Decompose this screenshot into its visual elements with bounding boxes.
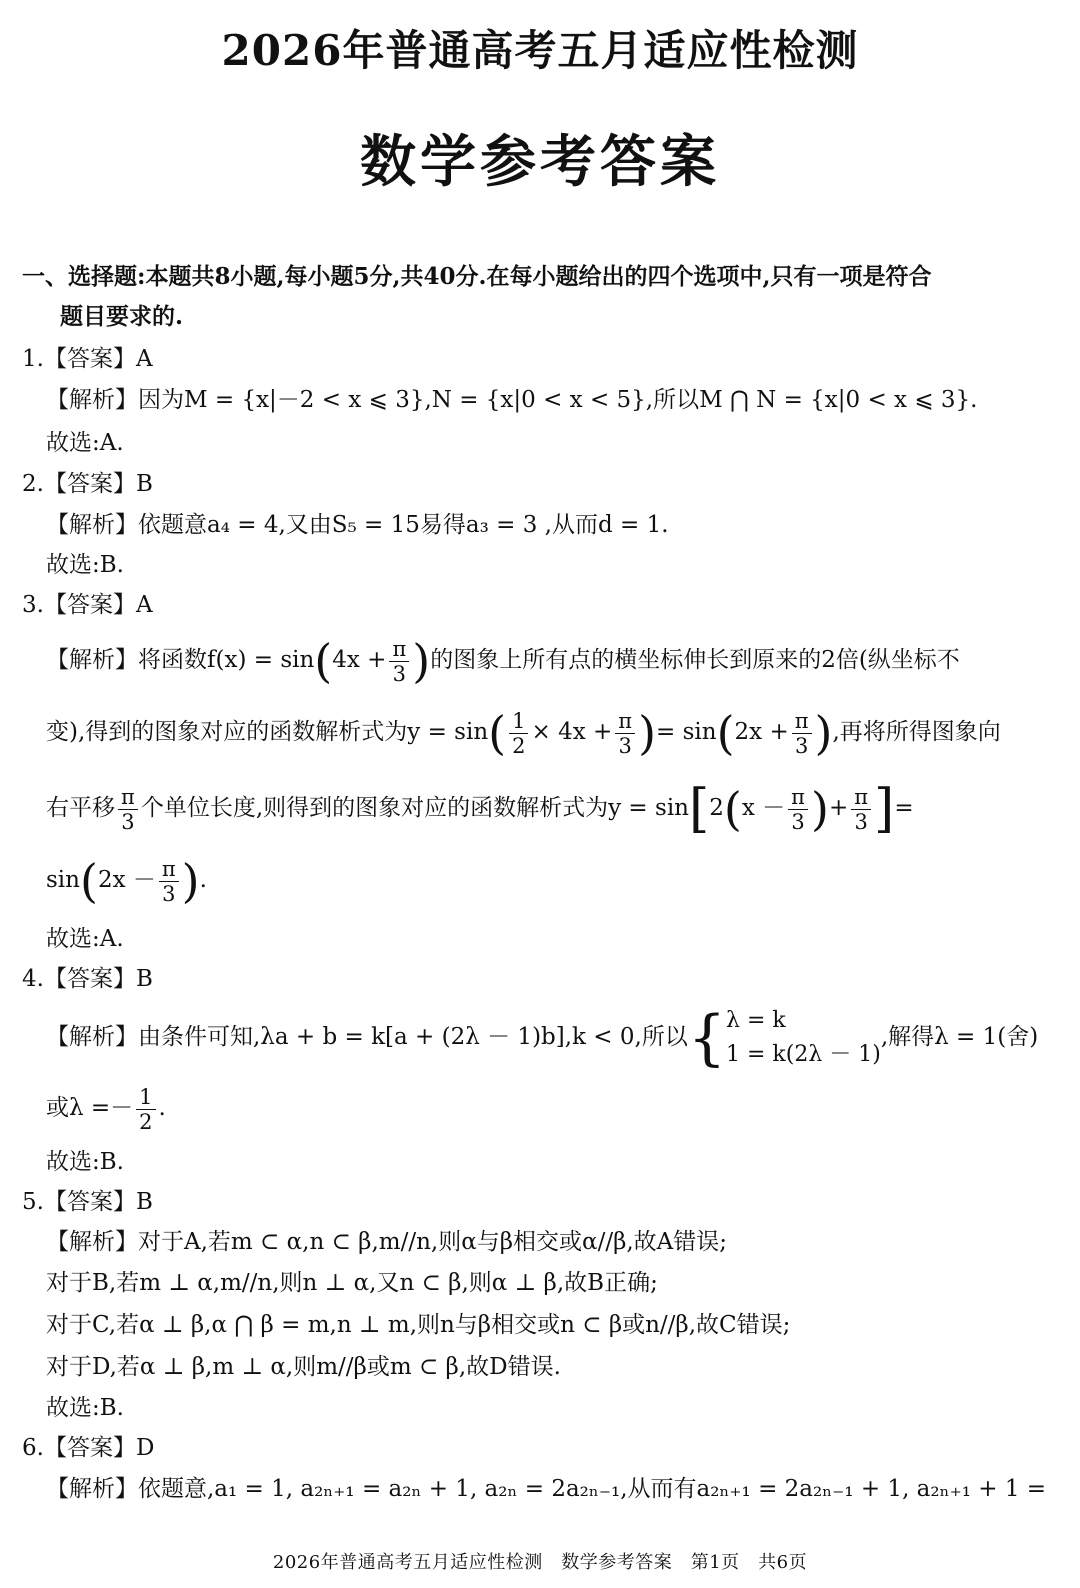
q2-analysis: 【解析】依题意a₄ = 4,又由S₅ = 15易得a₃ = 3 ,从而d = 1. [46, 512, 669, 538]
q5-select: 故选:B. [46, 1395, 124, 1421]
numerator: π [118, 785, 138, 810]
paren-right: ) [412, 634, 431, 688]
q3-text: sin [46, 867, 80, 893]
numerator: π [159, 857, 179, 882]
q4-answer: 4.【答案】B [22, 966, 153, 992]
bracket-right: ] [874, 779, 895, 839]
fraction [509, 709, 528, 758]
q3-text: ,再将所得图象向 [832, 719, 1001, 745]
paren-right: ) [638, 706, 657, 760]
fraction [136, 1085, 155, 1134]
q4-text: . [158, 1095, 166, 1121]
q3-text: + [828, 795, 849, 821]
q4-text: 或λ =－ [46, 1095, 134, 1121]
numerator: 1 [509, 709, 528, 734]
paren-left: ( [488, 706, 507, 760]
denominator: 2 [139, 1109, 153, 1134]
paren-left: ( [723, 782, 742, 836]
paren-left: ( [79, 854, 98, 908]
q6-answer: 6.【答案】D [22, 1435, 155, 1461]
fraction [615, 709, 635, 758]
section-heading-cont: 题目要求的. [60, 303, 184, 330]
q3-text: x － [741, 795, 786, 821]
q5-option-b: 对于B,若m ⊥ α,m//n,则n ⊥ α,又n ⊂ β,则α ⊥ β,故B正确; [46, 1270, 658, 1296]
q3-analysis-line3 [46, 779, 914, 839]
q3-text: = sin [656, 719, 717, 745]
fraction [788, 785, 808, 834]
q4-text: 【解析】由条件可知,λa + b = k[a + (2λ － 1)b],k < 0,所以 [46, 1024, 688, 1050]
q3-text: 2 [709, 795, 724, 821]
denominator: 3 [162, 881, 176, 906]
q3-analysis-line2 [46, 708, 1001, 758]
fraction [159, 857, 179, 906]
denominator: 3 [121, 809, 135, 834]
numerator: π [851, 785, 871, 810]
page-footer: 2026年普通高考五月适应性检测 数学参考答案 第1页 共6页 [272, 1552, 808, 1573]
q3-text: 右平移 [46, 795, 115, 821]
equation-system [726, 1004, 881, 1072]
q1-select: 故选:A. [46, 430, 124, 456]
numerator: 1 [136, 1085, 155, 1110]
brace-left: { [687, 1003, 727, 1073]
q3-text: . [199, 867, 207, 893]
q1-analysis: 【解析】因为M = {x|－2 < x ⩽ 3},N = {x|0 < x < 5},所以M ⋂ N = {x|0 < x ⩽ 3}. [46, 387, 978, 413]
q3-text: = [894, 795, 914, 821]
paren-right: ) [810, 782, 829, 836]
denominator: 3 [618, 733, 632, 758]
denominator: 2 [512, 733, 526, 758]
q5-option-a: 【解析】对于A,若m ⊂ α,n ⊂ β,m//n,则α与β相交或α//β,故A错误; [46, 1229, 728, 1255]
q3-text: 2x + [734, 719, 789, 745]
system-eq-2: 1 = k(2λ － 1) [726, 1042, 881, 1067]
page-title: 2026年普通高考五月适应性检测 [221, 26, 859, 75]
q4-analysis-line1 [46, 1004, 1038, 1072]
bracket-left: [ [688, 779, 710, 839]
denominator: 3 [392, 661, 407, 686]
q5-option-d: 对于D,若α ⊥ β,m ⊥ α,则m//β或m ⊂ β,故D错误. [46, 1354, 561, 1380]
fraction [389, 637, 409, 686]
q3-text: 【解析】将函数f(x) = sin [46, 647, 315, 673]
q3-text: 的图象上所有点的横坐标伸长到原来的2倍(纵坐标不 [430, 647, 960, 673]
numerator: π [788, 785, 808, 810]
q6-analysis: 【解析】依题意,a₁ = 1, a₂ₙ₊₁ = a₂ₙ + 1, a₂ₙ = 2a₂ₙ₋₁,从而有a₂ₙ₊₁ = 2a₂ₙ₋₁ + 1, a₂ₙ₊₁ + 1 = [46, 1476, 1047, 1502]
q5-option-c: 对于C,若α ⊥ β,α ⋂ β = m,n ⊥ m,则n与β相交或n ⊂ β或n//β,故C错误; [46, 1312, 791, 1338]
q3-analysis-line4 [46, 856, 207, 906]
q3-text: 2x － [97, 867, 156, 893]
q3-text: 4x + [332, 647, 387, 673]
numerator: π [792, 709, 812, 734]
numerator: π [389, 637, 409, 662]
q2-answer: 2.【答案】B [22, 471, 153, 497]
denominator: 3 [791, 809, 805, 834]
q3-select: 故选:A. [46, 926, 124, 952]
fraction [851, 785, 871, 834]
paren-right: ) [814, 706, 833, 760]
q3-text: 个单位长度,则得到的图象对应的函数解析式为y = sin [140, 795, 689, 821]
q2-select: 故选:B. [46, 552, 124, 578]
q4-text: ,解得λ = 1(舍) [880, 1024, 1039, 1050]
q1-answer: 1.【答案】A [22, 346, 153, 372]
paren-right: ) [181, 854, 200, 908]
fraction [792, 709, 812, 758]
q3-text: 变),得到的图象对应的函数解析式为y = sin [46, 719, 489, 745]
paren-left: ( [716, 706, 735, 760]
q5-answer: 5.【答案】B [22, 1189, 153, 1215]
page-subtitle: 数学参考答案 [360, 129, 720, 195]
q4-select: 故选:B. [46, 1149, 124, 1175]
numerator: π [615, 709, 635, 734]
denominator: 3 [794, 733, 809, 758]
fraction [118, 785, 138, 834]
q3-answer: 3.【答案】A [22, 592, 153, 618]
q4-analysis-line2 [46, 1084, 166, 1134]
paren-left: ( [314, 634, 333, 688]
denominator: 3 [854, 809, 868, 834]
system-eq-1: λ = k [726, 1008, 786, 1033]
q3-text: × 4x + [531, 719, 613, 745]
section-heading: 一、选择题:本题共8小题,每小题5分,共40分.在每小题给出的四个选项中,只有一项是符合 [22, 263, 932, 290]
q3-analysis-line1 [46, 636, 960, 686]
